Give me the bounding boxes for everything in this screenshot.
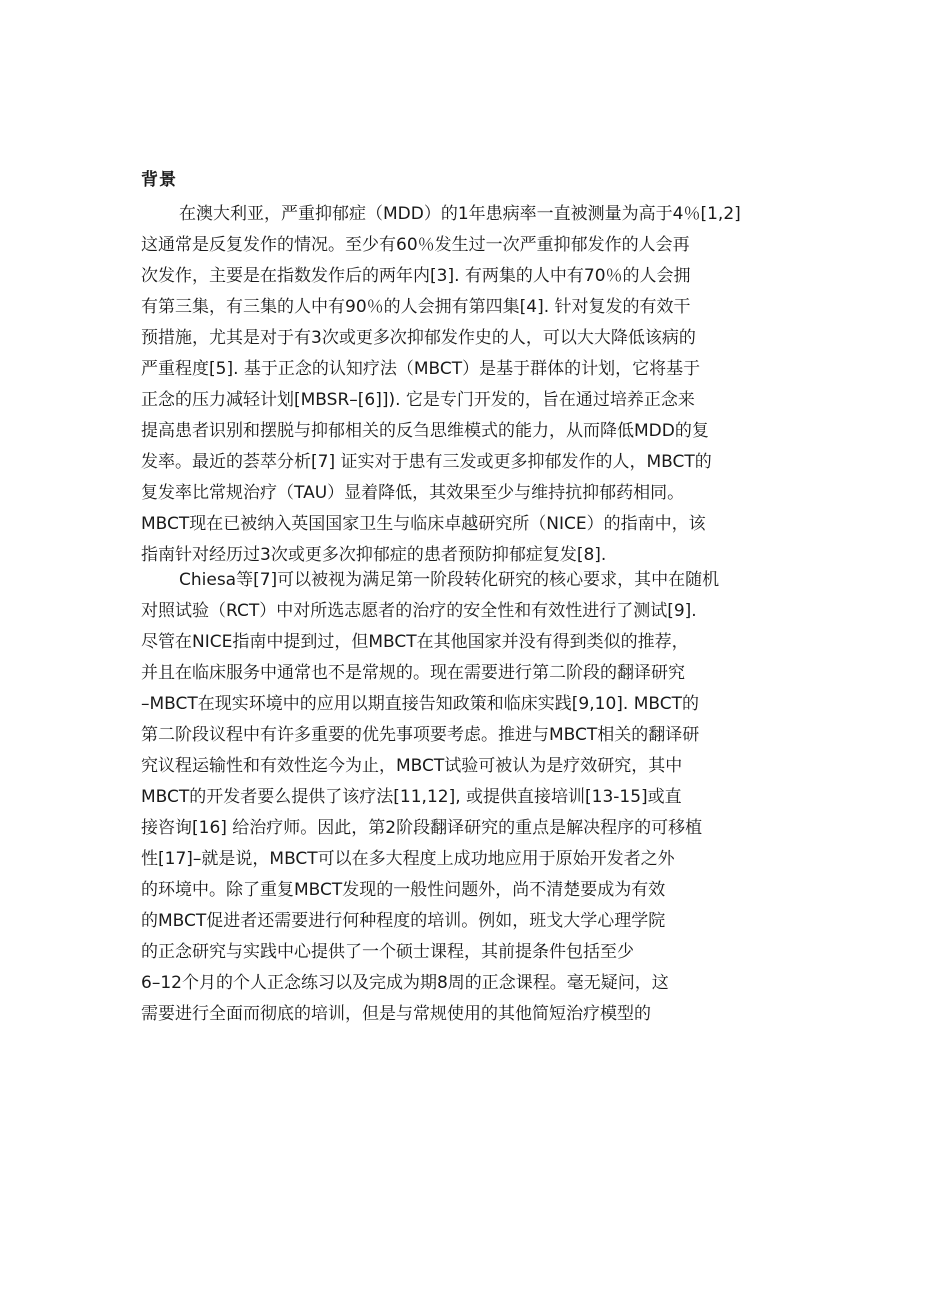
text-line: 正念的压力减轻计划[MBSR–[6]]). 它是专门开发的，旨在通过培养正念来 <box>141 390 695 410</box>
text-line: 在澳大利亚，严重抑郁症（MDD）的1年患病率一直被测量为高于4％[1,2] <box>179 204 741 224</box>
paragraph-2 <box>141 565 789 1030</box>
text-line: 提高患者识别和摆脱与抑郁相关的反刍思维模式的能力，从而降低MDD的复 <box>141 421 709 441</box>
section-heading: 背景 <box>141 170 177 190</box>
text-line: MBCT现在已被纳入英国国家卫生与临床卓越研究所（NICE）的指南中，该 <box>141 514 706 534</box>
text-line: 这通常是反复发作的情况。至少有60％发生过一次严重抑郁发作的人会再 <box>141 235 690 255</box>
text-line: 6–12个月的个人正念练习以及完成为期8周的正念课程。毫无疑问，这 <box>141 973 669 993</box>
text-line: 尽管在NICE指南中提到过，但MBCT在其他国家并没有得到类似的推荐， <box>141 632 689 652</box>
text-line: 究议程运输性和有效性迄今为止，MBCT试验可被认为是疗效研究，其中 <box>141 756 683 776</box>
text-line: 预措施，尤其是对于有3次或更多次抑郁发作史的人，可以大大降低该病的 <box>141 328 696 348</box>
text-line: Chiesa等[7]可以被视为满足第一阶段转化研究的核心要求，其中在随机 <box>179 570 720 590</box>
text-line: 并且在临床服务中通常也不是常规的。现在需要进行第二阶段的翻译研究 <box>141 663 685 683</box>
text-line: 次发作，主要是在指数发作后的两年内[3]. 有两集的人中有70％的人会拥 <box>141 266 691 286</box>
text-line: –MBCT在现实环境中的应用以期直接告知政策和临床实践[9,10]. MBCT的 <box>141 694 699 714</box>
paragraph-1 <box>141 199 789 571</box>
text-line: 的环境中。除了重复MBCT发现的一般性问题外，尚不清楚要成为有效 <box>141 880 666 900</box>
text-line: 复发率比常规治疗（TAU）显着降低，其效果至少与维持抗抑郁药相同。 <box>141 483 685 503</box>
text-line: 需要进行全面而彻底的培训，但是与常规使用的其他简短治疗模型的 <box>141 1004 651 1024</box>
text-line: 严重程度[5]. 基于正念的认知疗法（MBCT）是基于群体的计划，它将基于 <box>141 359 701 379</box>
text-line: 对照试验（RCT）中对所选志愿者的治疗的安全性和有效性进行了测试[9]. <box>141 601 697 621</box>
text-line: 发率。最近的荟萃分析[7] 证实对于患有三发或更多抑郁发作的人，MBCT的 <box>141 452 712 472</box>
text-line: 有第三集，有三集的人中有90％的人会拥有第四集[4]. 针对复发的有效干 <box>141 297 691 317</box>
text-line: 第二阶段议程中有许多重要的优先事项要考虑。推进与MBCT相关的翻译研 <box>141 725 700 745</box>
text-line: MBCT的开发者要么提供了该疗法[11,12], 或提供直接培训[13-15]或直 <box>141 787 682 807</box>
text-line: 接咨询[16] 给治疗师。因此，第2阶段翻译研究的重点是解决程序的可移植 <box>141 818 703 838</box>
text-line: 的正念研究与实践中心提供了一个硕士课程，其前提条件包括至少 <box>141 942 634 962</box>
text-line: 的MBCT促进者还需要进行何种程度的培训。例如，班戈大学心理学院 <box>141 911 666 931</box>
text-line: 性[17]–就是说，MBCT可以在多大程度上成功地应用于原始开发者之外 <box>141 849 675 869</box>
text-line: 指南针对经历过3次或更多次抑郁症的患者预防抑郁症复发[8]. <box>141 545 607 565</box>
